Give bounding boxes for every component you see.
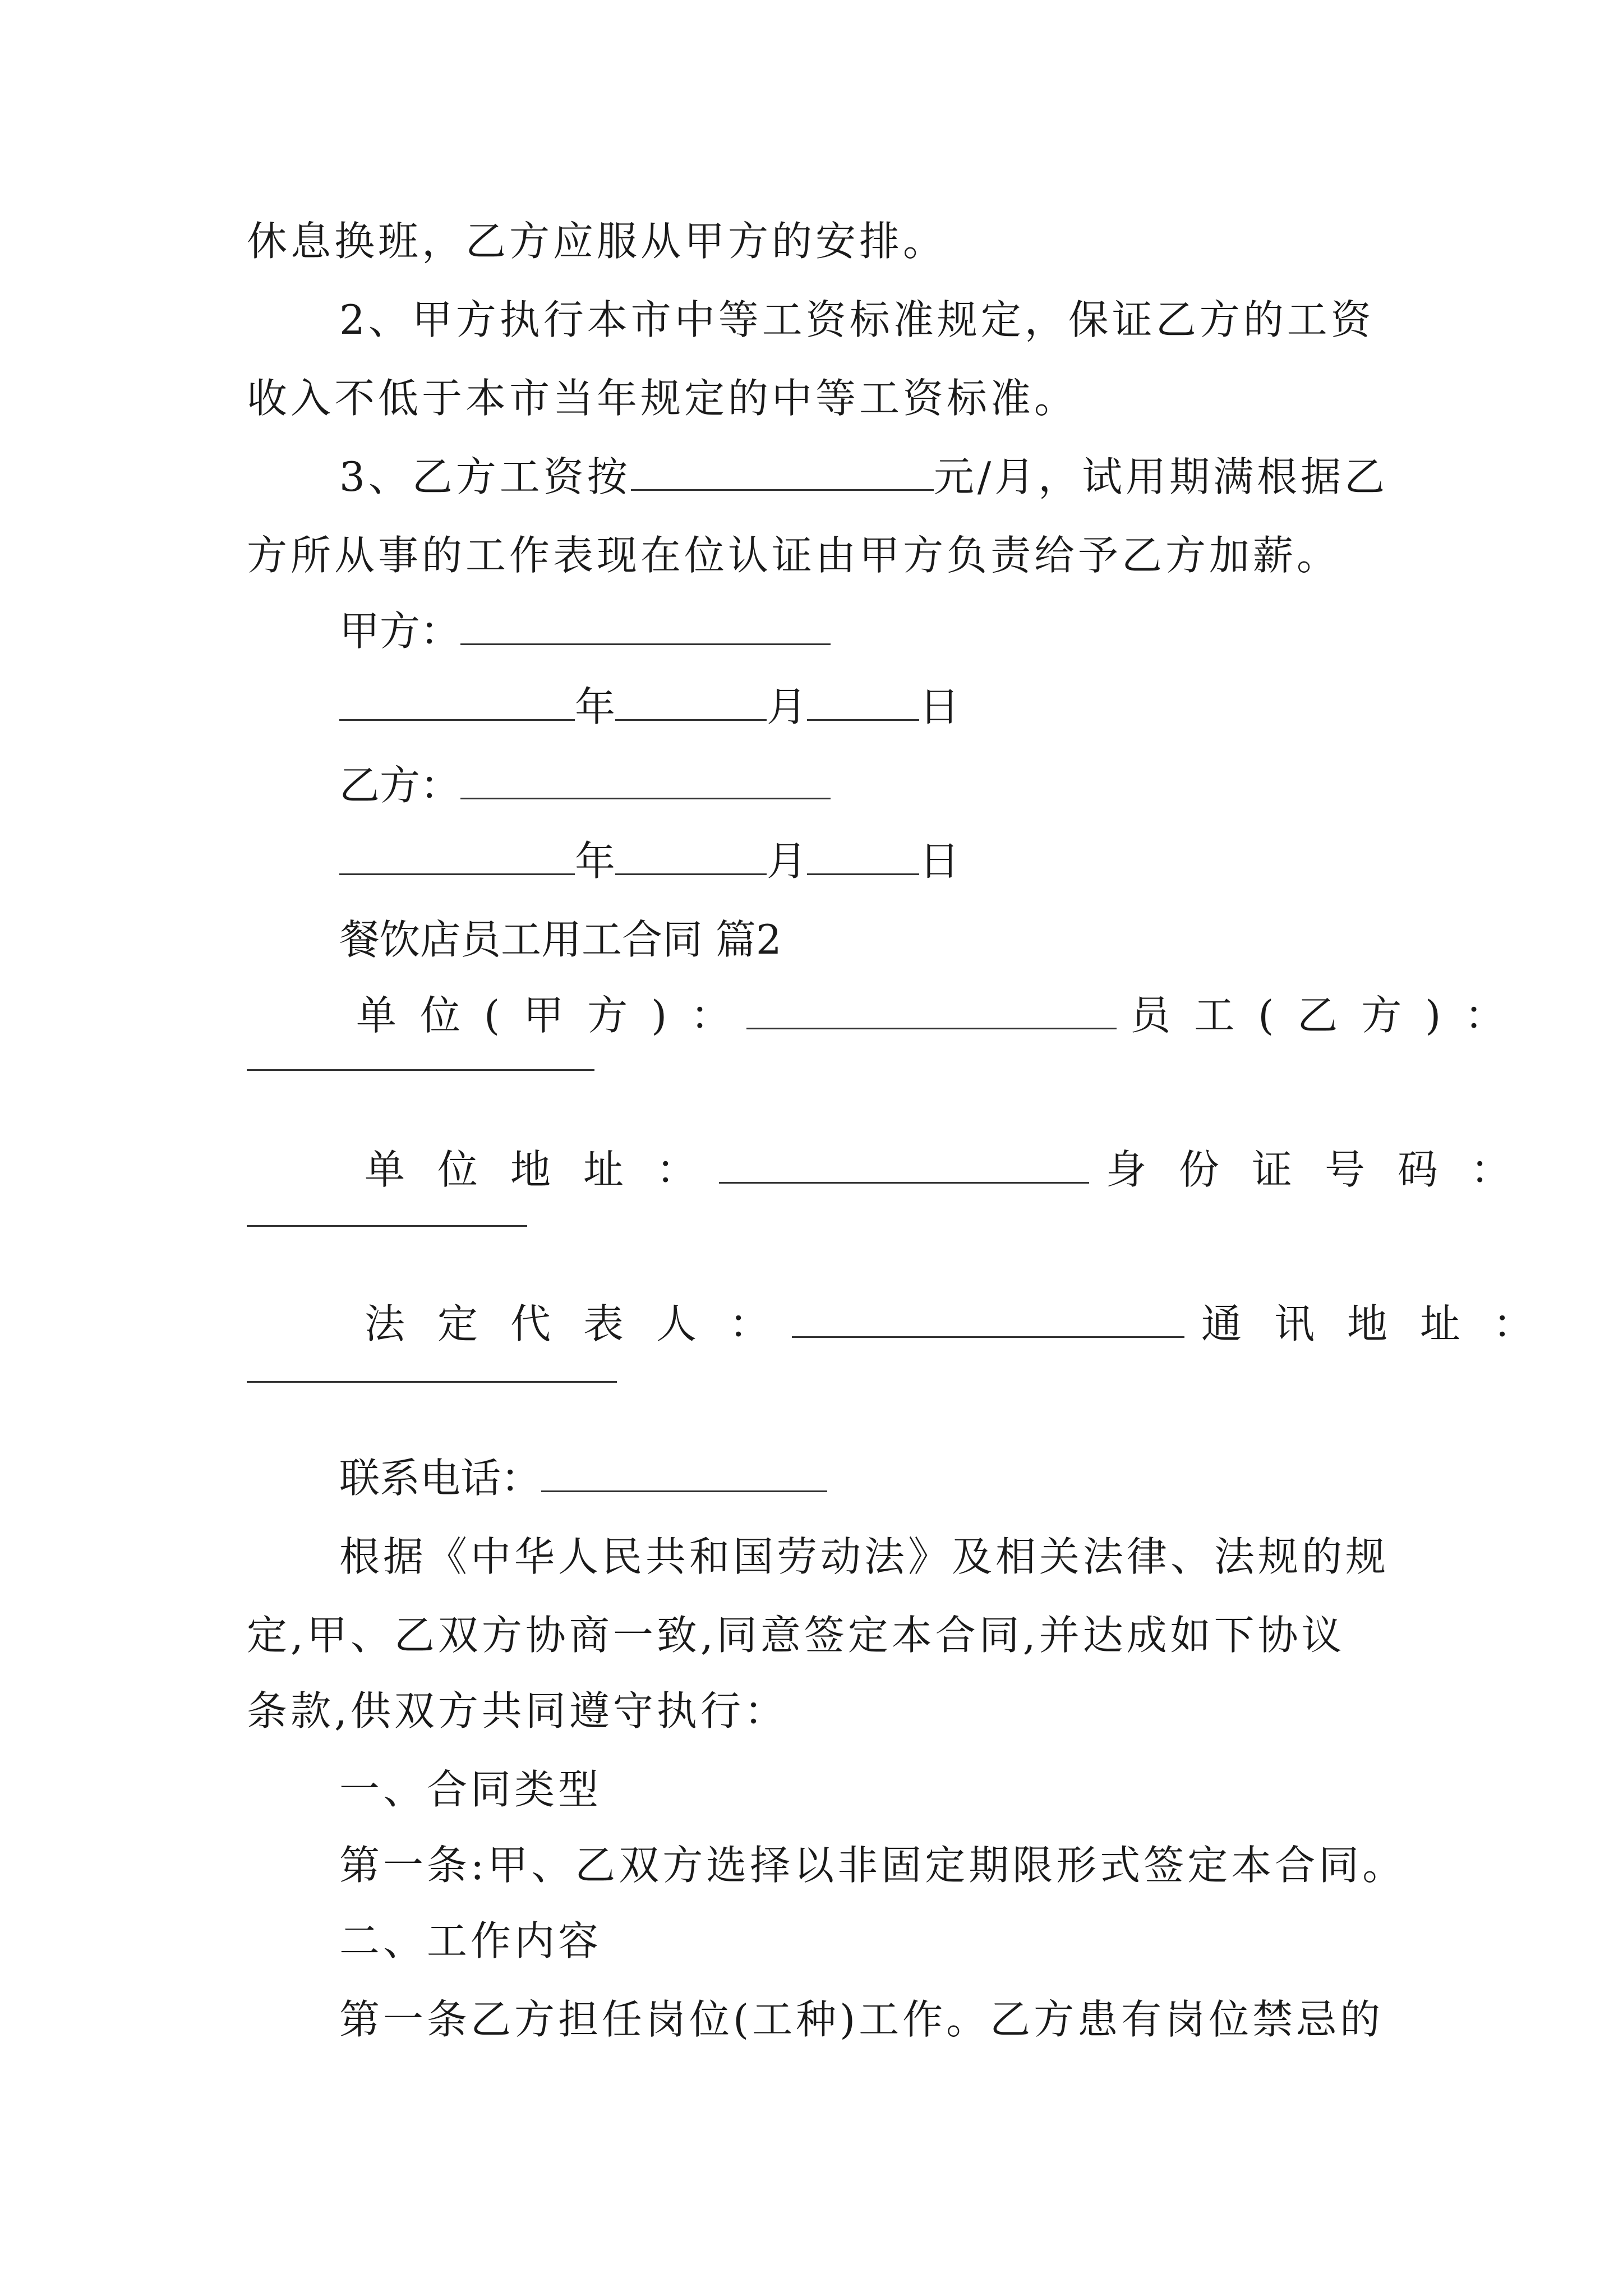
party-a-label: 甲方： [339, 608, 461, 655]
salary-blank[interactable] [631, 453, 934, 491]
employee-b-label: 员工(乙方)： [1130, 992, 1529, 1039]
heading-text: 餐饮店员工用工合同 篇2 [339, 916, 782, 963]
month-blank[interactable] [615, 683, 767, 721]
legal-rep-label: 法定代表人： [365, 1300, 803, 1347]
year-label: 年 [575, 683, 616, 730]
clause-3-line-2 [247, 527, 1385, 583]
legal-rep-line [365, 1296, 1566, 1352]
line-text: 第一条乙方担任岗位(工种)工作。乙方患有岗位禁忌的 [339, 1996, 1384, 2043]
unit-a-blank[interactable] [746, 992, 1117, 1029]
section-heading [339, 912, 1478, 968]
year-blank[interactable] [339, 683, 575, 721]
unit-a-label: 单位(甲方)： [356, 992, 755, 1039]
preamble-line-3 [247, 1683, 1385, 1739]
line-text: 根据《中华人民共和国劳动法》及相关法律、法规的规 [339, 1533, 1390, 1580]
day-blank[interactable] [807, 683, 919, 721]
phone-line [339, 1450, 1478, 1506]
line-text: 条款,供双方共同遵守执行： [247, 1687, 788, 1734]
line-text: 方所从事的工作表现在位认证由甲方负责给予乙方加薪。 [247, 532, 1341, 579]
year-blank[interactable] [339, 838, 575, 875]
party-a-blank[interactable] [460, 608, 831, 645]
article-2 [339, 1991, 1478, 2047]
id-number-blank[interactable] [247, 1225, 527, 1227]
party-b-blank[interactable] [460, 762, 831, 799]
party-b-date-line [339, 833, 1478, 889]
unit-address-blank[interactable] [719, 1146, 1089, 1184]
clause-2-line-2 [247, 370, 1385, 426]
line-text: 3、乙方工资按 [339, 453, 631, 500]
heading-text: 二、工作内容 [339, 1917, 602, 1964]
legal-rep-blank[interactable] [792, 1300, 1184, 1338]
address-id-line [365, 1142, 1544, 1198]
section-2-heading [339, 1913, 1478, 1969]
line-text: 收入不低于本市当年规定的中等工资标准。 [247, 375, 1078, 422]
phone-label: 联系电话： [339, 1455, 542, 1502]
party-a-signature-line [339, 603, 1478, 659]
phone-blank[interactable] [541, 1455, 827, 1492]
line-text: 2、甲方执行本市中等工资标准规定，保证乙方的工资 [339, 296, 1375, 343]
mail-address-label: 通讯地址： [1201, 1300, 1566, 1347]
mail-address-blank[interactable] [247, 1381, 617, 1383]
line-text: 休息换班，乙方应服从甲方的安排。 [247, 218, 947, 265]
line-text: 元/月，试用期满根据乙 [933, 453, 1389, 500]
party-b-signature-line [339, 757, 1478, 813]
employee-b-blank[interactable] [247, 1069, 594, 1071]
unit-address-label: 单位地址： [365, 1146, 730, 1193]
month-label: 月 [767, 838, 808, 885]
section-1-heading [339, 1761, 1478, 1818]
day-blank[interactable] [807, 838, 919, 875]
text-line [247, 213, 1385, 269]
preamble-line-2 [247, 1607, 1385, 1663]
day-label: 日 [919, 683, 960, 730]
line-text: 第一条:甲、乙双方选择以非固定期限形式签定本合同。 [339, 1842, 1407, 1889]
preamble-line-1 [339, 1529, 1478, 1585]
month-label: 月 [767, 683, 808, 730]
clause-2-line-1 [339, 292, 1478, 348]
article-1 [339, 1837, 1478, 1893]
heading-text: 一、合同类型 [339, 1766, 602, 1813]
line-text: 定,甲、乙双方协商一致,同意签定本合同,并达成如下协议 [247, 1612, 1345, 1659]
clause-3-line-1 [339, 449, 1478, 505]
party-a-date-line [339, 679, 1478, 735]
year-label: 年 [575, 838, 616, 885]
id-number-label: 身份证号码： [1106, 1146, 1544, 1193]
day-label: 日 [919, 838, 960, 885]
unit-employee-line [356, 987, 1529, 1043]
party-b-label: 乙方： [339, 762, 461, 809]
month-blank[interactable] [615, 838, 767, 875]
